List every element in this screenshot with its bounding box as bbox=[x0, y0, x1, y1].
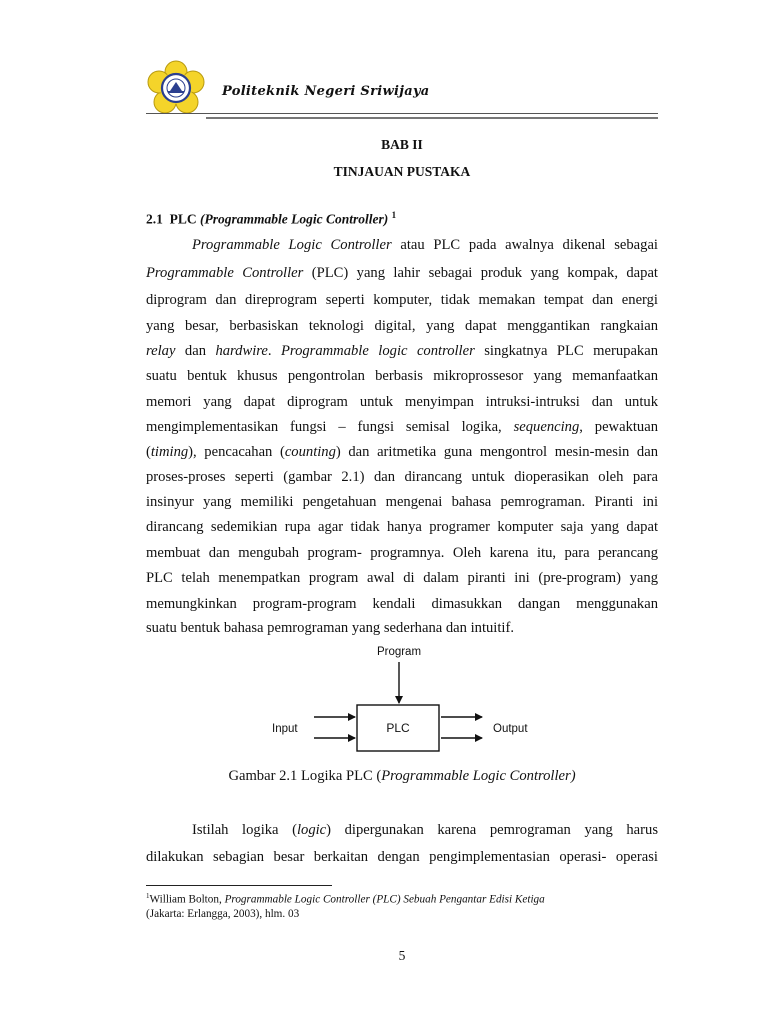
paragraph-line bbox=[146, 444, 658, 460]
plc-diagram bbox=[250, 640, 550, 755]
text-run: singkatnya PLC merupakan bbox=[474, 343, 658, 359]
italic-term: timing bbox=[150, 444, 189, 460]
section-title-italic: (Programmable Logic Controller) bbox=[200, 211, 389, 227]
italic-term: Programmable logic controller bbox=[281, 343, 475, 359]
paragraph-line: insinyur yang memiliki pengetahuan mengenai bahasa pemrograman. Piranti ini bbox=[146, 494, 658, 510]
italic-term: logic bbox=[296, 822, 327, 838]
paragraph-line bbox=[146, 419, 658, 435]
italic-term: Programmable Controller bbox=[146, 265, 304, 281]
header-rule-double bbox=[206, 117, 658, 119]
italic-term: relay bbox=[146, 343, 176, 359]
paragraph-line: diprogram dan direprogram seperti komputer, tidak memakan tempat dan energi bbox=[146, 292, 658, 308]
text-run: . bbox=[267, 343, 282, 359]
header-rule bbox=[146, 113, 658, 114]
text-run: mengimplementasikan fungsi – fungsi semisal logika, bbox=[146, 419, 514, 435]
paragraph-line: proses-proses seperti (gambar 2.1) dan dirancang untuk dioperasikan oleh para bbox=[146, 469, 658, 485]
paragraph-line: suatu bentuk bahasa pemrograman yang sederhana dan intuitif. bbox=[146, 620, 514, 636]
chapter-number: BAB II bbox=[381, 137, 423, 152]
footnote-rule bbox=[146, 885, 332, 886]
footnote-title: Programmable Logic Controller (PLC) Sebuah Pengantar Edisi Ketiga bbox=[224, 893, 545, 906]
section-title: PLC bbox=[169, 211, 197, 227]
italic-term: sequencing bbox=[513, 419, 580, 435]
footnote-ref: 1 bbox=[391, 210, 397, 220]
paragraph-line: PLC telah menempatkan program awal di dalam piranti ini (pre-program) yang bbox=[146, 570, 658, 586]
caption-italic: Programmable Logic Controller) bbox=[381, 768, 576, 784]
paragraph-line bbox=[192, 822, 658, 838]
text-run: (PLC) yang lahir sebagai produk yang kompak, dapat bbox=[303, 265, 658, 281]
section-heading bbox=[146, 210, 396, 228]
caption-text: Gambar 2.1 Logika PLC ( bbox=[228, 768, 382, 784]
footnote-number: 1 bbox=[146, 892, 150, 900]
italic-term: Programmable Logic Controller bbox=[192, 237, 392, 253]
italic-term: counting bbox=[284, 444, 336, 460]
footnote-publisher: (Jakarta: Erlangga, 2003), hlm. 03 bbox=[146, 908, 300, 920]
paragraph-line: dirancang sedemikian rupa agar tidak hanya programer komputer saja yang dapat bbox=[146, 519, 658, 535]
paragraph-line: memungkinkan program-program kendali dimasukkan dangan menggunakan bbox=[146, 596, 658, 612]
text-run: , pewaktuan bbox=[579, 419, 658, 435]
text-run: ( bbox=[146, 444, 151, 460]
output-label: Output bbox=[493, 723, 528, 735]
paragraph-line bbox=[146, 265, 658, 281]
text-run: atau PLC pada awalnya dikenal sebagai bbox=[391, 237, 658, 253]
polsri-logo bbox=[146, 60, 206, 116]
text-run: ) dan aritmetika guna mengontrol mesin-mesin dan bbox=[335, 444, 658, 460]
header-title: Politeknik Negeri Sriwijaya bbox=[222, 84, 430, 99]
text-run: dan bbox=[175, 343, 216, 359]
footnote-author: William Bolton, bbox=[149, 893, 225, 906]
paragraph-line: membuat dan mengubah program- programnya. Oleh karena itu, para perancang bbox=[146, 545, 658, 561]
paragraph-line bbox=[192, 237, 658, 253]
paragraph-line: yang besar, berbasiskan teknologi digital, yang dapat menggantikan rangkaian bbox=[146, 318, 658, 334]
footnote bbox=[146, 892, 545, 906]
plc-label: PLC bbox=[386, 721, 410, 735]
figure-caption bbox=[146, 768, 658, 785]
chapter-title: TINJAUAN PUSTAKA bbox=[333, 164, 471, 179]
program-label: Program bbox=[376, 646, 422, 658]
paragraph-line: suatu bentuk khusus pengontrolan berbasis mikroprossesor yang memanfaatkan bbox=[146, 368, 658, 384]
input-label: Input bbox=[272, 723, 298, 735]
paragraph-line: memori yang dapat diprogram untuk menyimpan intruksi-intruksi dan untuk bbox=[146, 394, 658, 410]
paragraph-line: dilakukan sebagian besar berkaitan dengan pengimplementasian operasi- operasi bbox=[146, 849, 658, 865]
section-number: 2.1 bbox=[146, 211, 163, 227]
paragraph-line bbox=[146, 343, 658, 359]
text-run: ), pencacahan ( bbox=[188, 444, 285, 460]
text-run: ) dipergunakan karena pemrograman yang harus bbox=[326, 822, 658, 838]
italic-term: hardwire bbox=[215, 343, 268, 359]
page-number: 5 bbox=[398, 948, 406, 963]
text-run: Istilah logika ( bbox=[192, 822, 297, 838]
